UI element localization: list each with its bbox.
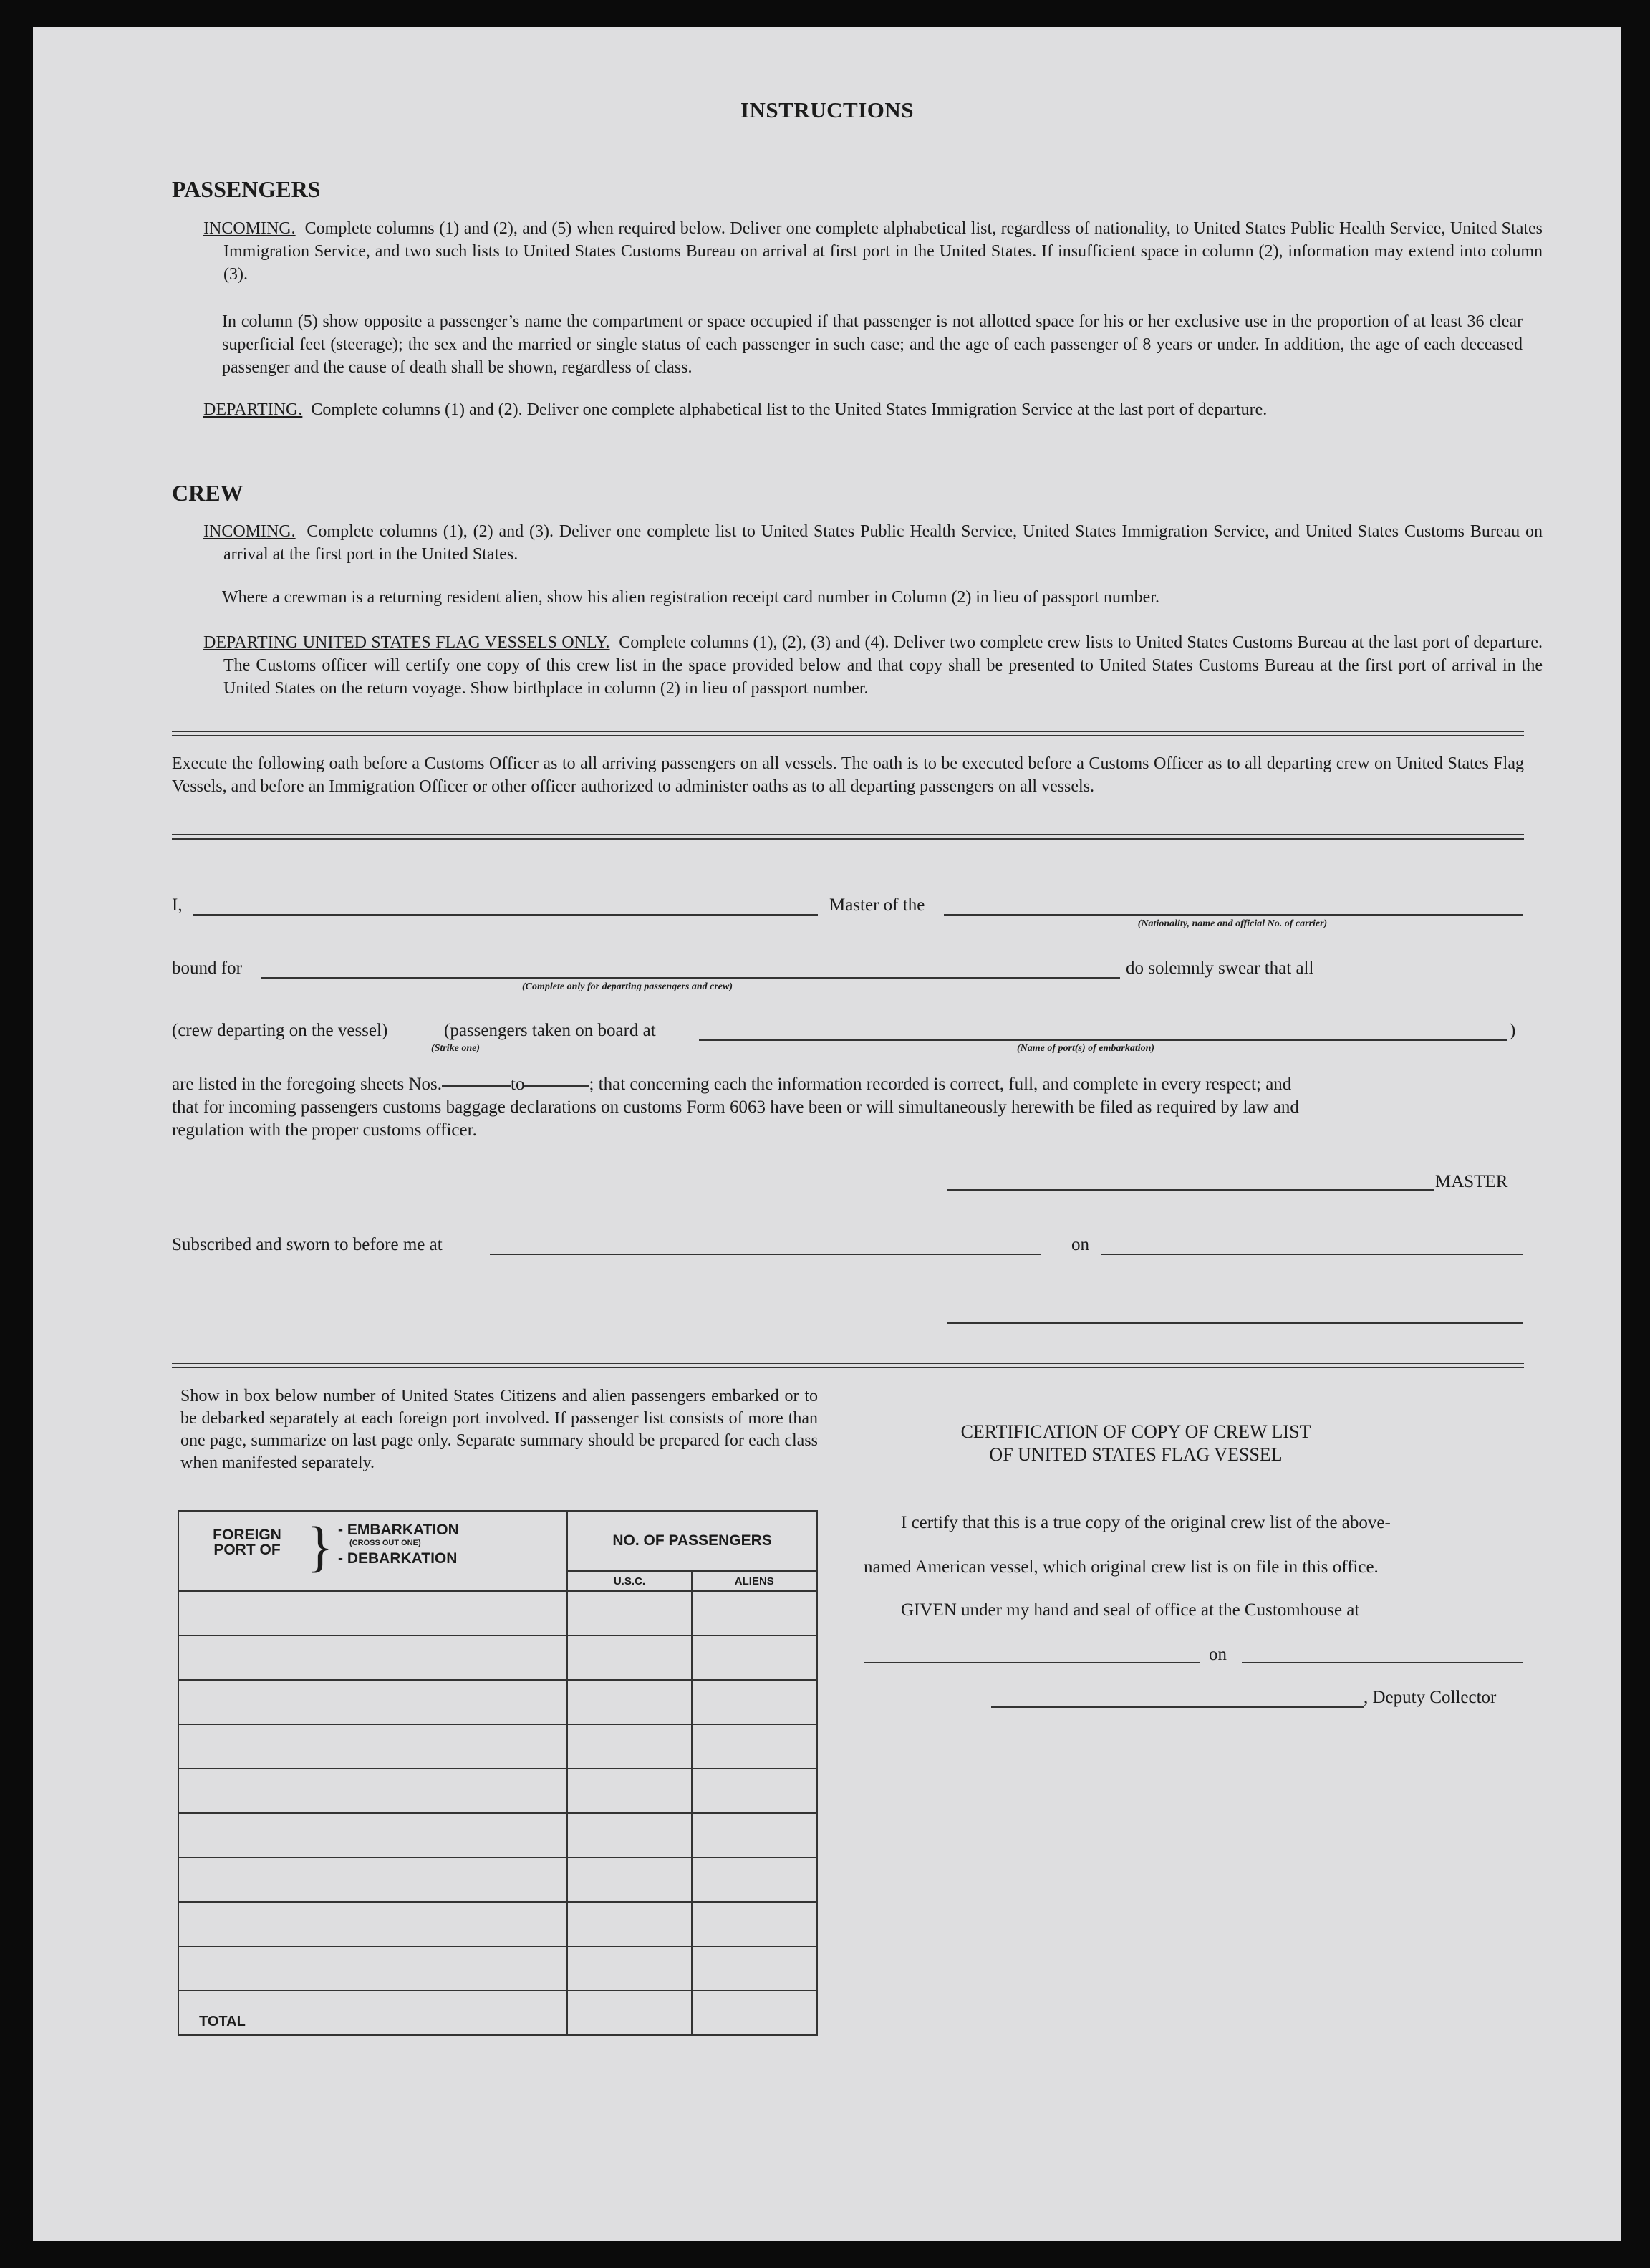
certify-line2: named American vessel, which original crew list is on file in this office. <box>864 1557 1379 1577</box>
section-divider <box>172 731 1524 736</box>
summary-instruction: Show in box below number of United States Citizens and alien passengers embarked or to be debarked separately at each foreign port involved. If passenger list consists of more than one page, summarize on last page only. Separate summary should be prepared for each class when manifested separately. <box>180 1387 818 1472</box>
summary-row <box>178 1680 817 1724</box>
passengers-departing-text: Complete columns (1) and (2). Deliver one complete alphabetical list to the United States Immigration Service at the last port of departure. <box>311 400 1268 419</box>
summary-row <box>178 1635 817 1680</box>
crew-departing-paragraph <box>203 631 1543 700</box>
port-header-cell <box>178 1511 567 1591</box>
section-divider <box>172 834 1524 840</box>
carrier-field[interactable] <box>944 914 1523 916</box>
summary-row <box>178 1724 817 1769</box>
aliens-cell[interactable] <box>692 1591 817 1635</box>
sheet-from-field[interactable] <box>442 1085 511 1087</box>
section-divider <box>172 1363 1524 1368</box>
aliens-cell[interactable] <box>692 1769 817 1813</box>
aliens-cell[interactable] <box>692 1858 817 1902</box>
oath-instruction: Execute the following oath before a Customs Officer as to all arriving passengers on all vessels. The oath is to be executed before a Customs Officer as to all departing crew on United States Flag Vessels, and before an Immigration Officer or other officer authorized to administer oaths as to all departing passengers on all vessels. <box>172 754 1524 796</box>
listed-prefix: are listed in the foregoing sheets Nos. <box>172 1075 442 1094</box>
certification-on-label: on <box>1209 1645 1227 1664</box>
deputy-collector-label: , Deputy Collector <box>1364 1688 1497 1707</box>
certify-line1: I certify that this is a true copy of the original crew list of the above- <box>901 1513 1391 1532</box>
port-cell[interactable] <box>178 1769 567 1813</box>
passengers-heading: PASSENGERS <box>172 176 321 202</box>
crew-departing-label: DEPARTING UNITED STATES FLAG VESSELS ONLY. <box>203 633 610 652</box>
passenger-summary-table <box>178 1510 818 2036</box>
passengers-departing-label: DEPARTING. <box>203 400 303 419</box>
listed-rest: ; that concerning each the information recorded is correct, full, and complete in every respect; and <box>589 1075 1292 1094</box>
strike-caption: (Strike one) <box>430 1043 481 1054</box>
aliens-header: ALIENS <box>692 1571 817 1591</box>
usc-cell[interactable] <box>567 1769 691 1813</box>
aliens-total-cell[interactable] <box>692 1991 817 2035</box>
port-caption: (Name of port(s) of embarkation) <box>1016 1043 1155 1054</box>
passengers-incoming-paragraph <box>203 217 1543 286</box>
master-of-the-label: Master of the <box>829 895 925 915</box>
listed-text <box>172 1075 1291 1095</box>
aliens-cell[interactable] <box>692 1680 817 1724</box>
subscribed-on-label: on <box>1071 1235 1089 1254</box>
sheet-to-field[interactable] <box>524 1085 589 1087</box>
aliens-cell[interactable] <box>692 1902 817 1946</box>
crew-departing-text: Complete columns (1), (2), (3) and (4). Deliver two complete crew lists to United States Customs Bureau at the last port of departure. The Customs officer will certify one copy of this crew list in the space provided below and that copy shall be presented to United States Customs Bureau at the first port of arrival in the United States on the return voyage. Show birthplace in column (2) in lieu of passport number. <box>223 633 1543 698</box>
document-page <box>33 27 1621 2241</box>
passengers-departing-paragraph <box>203 398 1543 421</box>
aliens-cell[interactable] <box>692 1635 817 1680</box>
usc-cell[interactable] <box>567 1946 691 1991</box>
port-cell[interactable] <box>178 1635 567 1680</box>
summary-row <box>178 1946 817 1991</box>
swear-text: do solemnly swear that all <box>1126 958 1314 978</box>
crew-resident-paragraph: Where a crewman is a returning resident alien, show his alien registration receipt card number in Column (2) in lieu of passport number. <box>222 588 1159 607</box>
passengers-column5-paragraph: In column (5) show opposite a passenger’s name the compartment or space occupied if that passenger is not allotted space for his or her exclusive use in the proportion of at least 36 clear superficial feet (steerage); the sex and the married or single status of each passenger in such case; and the age of each passenger of 8 years or under. In addition, the age of each deceased passenger and the cause of death shall be shown, regardless of class. <box>222 312 1523 377</box>
carrier-caption: (Nationality, name and official No. of carrier) <box>1137 918 1328 929</box>
master-signature-field[interactable] <box>947 1189 1434 1191</box>
listed-line2: that for incoming passengers customs baggage declarations on customs Form 6063 have been or will simultaneously herewith be filed as required by law and <box>172 1097 1299 1117</box>
subscribed-label: Subscribed and sworn to before me at <box>172 1235 443 1254</box>
subscribed-place-field[interactable] <box>490 1254 1041 1255</box>
given-text: GIVEN under my hand and seal of office at the Customhouse at <box>901 1600 1360 1620</box>
port-cell[interactable] <box>178 1591 567 1635</box>
usc-header: U.S.C. <box>567 1571 691 1591</box>
port-cell[interactable] <box>178 1680 567 1724</box>
usc-cell[interactable] <box>567 1635 691 1680</box>
port-cell[interactable] <box>178 1902 567 1946</box>
crew-heading: CREW <box>172 480 243 506</box>
port-cell[interactable] <box>178 1946 567 1991</box>
summary-row <box>178 1769 817 1813</box>
summary-row <box>178 1902 817 1946</box>
aliens-cell[interactable] <box>692 1724 817 1769</box>
crew-departing-option: (crew departing on the vessel) <box>172 1021 388 1040</box>
aliens-cell[interactable] <box>692 1813 817 1858</box>
close-paren: ) <box>1510 1021 1516 1040</box>
embarkation-label[interactable]: - EMBARKATION <box>338 1522 459 1538</box>
usc-cell[interactable] <box>567 1902 691 1946</box>
summary-header-row <box>178 1511 817 1571</box>
port-cell[interactable] <box>178 1724 567 1769</box>
page-title: INSTRUCTIONS <box>740 97 914 122</box>
cross-out-label: (CROSS OUT ONE) <box>349 1539 421 1547</box>
passengers-incoming-text: Complete columns (1) and (2), and (5) when required below. Deliver one complete alphabetical list, regardless of nationality, to United States Public Health Service, United States Immigration Service, and two such lists to United States Customs Bureau on arrival at first port in the United States. If insufficient space in column (2), information may extend into column (3). <box>223 219 1543 284</box>
usc-total-cell[interactable] <box>567 1991 691 2035</box>
certification-title-line2: OF UNITED STATES FLAG VESSEL <box>989 1444 1283 1465</box>
passengers-incoming-label: INCOMING. <box>203 219 296 238</box>
certification-title-line1: CERTIFICATION OF COPY OF CREW LIST <box>960 1421 1311 1442</box>
usc-cell[interactable] <box>567 1591 691 1635</box>
subscribed-date-field[interactable] <box>1101 1254 1523 1255</box>
officer-signature-field[interactable] <box>947 1322 1523 1324</box>
summary-row <box>178 1858 817 1902</box>
oath-i-label: I, <box>172 895 183 915</box>
aliens-cell[interactable] <box>692 1946 817 1991</box>
crew-incoming-paragraph <box>203 520 1543 566</box>
usc-cell[interactable] <box>567 1680 691 1724</box>
bound-for-label: bound for <box>172 958 242 978</box>
certification-date-field[interactable] <box>1242 1662 1523 1663</box>
port-cell[interactable] <box>178 1858 567 1902</box>
no-of-passengers-header: NO. OF PASSENGERS <box>567 1511 817 1571</box>
port-cell[interactable] <box>178 1813 567 1858</box>
summary-row <box>178 1591 817 1635</box>
foreign-port-of-label: FOREIGN PORT OF <box>213 1527 281 1558</box>
brace-icon: } <box>307 1515 334 1577</box>
deputy-signature-field[interactable] <box>991 1706 1364 1708</box>
total-label: TOTAL <box>178 1991 567 2035</box>
embarkation-port-field[interactable] <box>699 1039 1507 1041</box>
master-name-field[interactable] <box>193 914 818 916</box>
usc-cell[interactable] <box>567 1858 691 1902</box>
crew-incoming-label: INCOMING. <box>203 522 296 541</box>
debarkation-label[interactable]: - DEBARKATION <box>338 1550 458 1567</box>
listed-to: to <box>511 1075 525 1094</box>
usc-cell[interactable] <box>567 1813 691 1858</box>
master-label: MASTER <box>1435 1172 1508 1191</box>
summary-row <box>178 1813 817 1858</box>
bound-for-field[interactable] <box>261 977 1120 979</box>
crew-incoming-text: Complete columns (1), (2) and (3). Deliver one complete list to United States Public Health Service, United States Immigration Service, and United States Customs Bureau on arrival at the first port in the United States. <box>223 522 1543 564</box>
bound-for-caption: (Complete only for departing passengers and crew) <box>522 981 733 992</box>
passengers-taken-option: (passengers taken on board at <box>444 1021 656 1040</box>
listed-line3: regulation with the proper customs officer. <box>172 1120 477 1140</box>
summary-total-row <box>178 1991 817 2035</box>
usc-cell[interactable] <box>567 1724 691 1769</box>
customhouse-field[interactable] <box>864 1662 1200 1663</box>
